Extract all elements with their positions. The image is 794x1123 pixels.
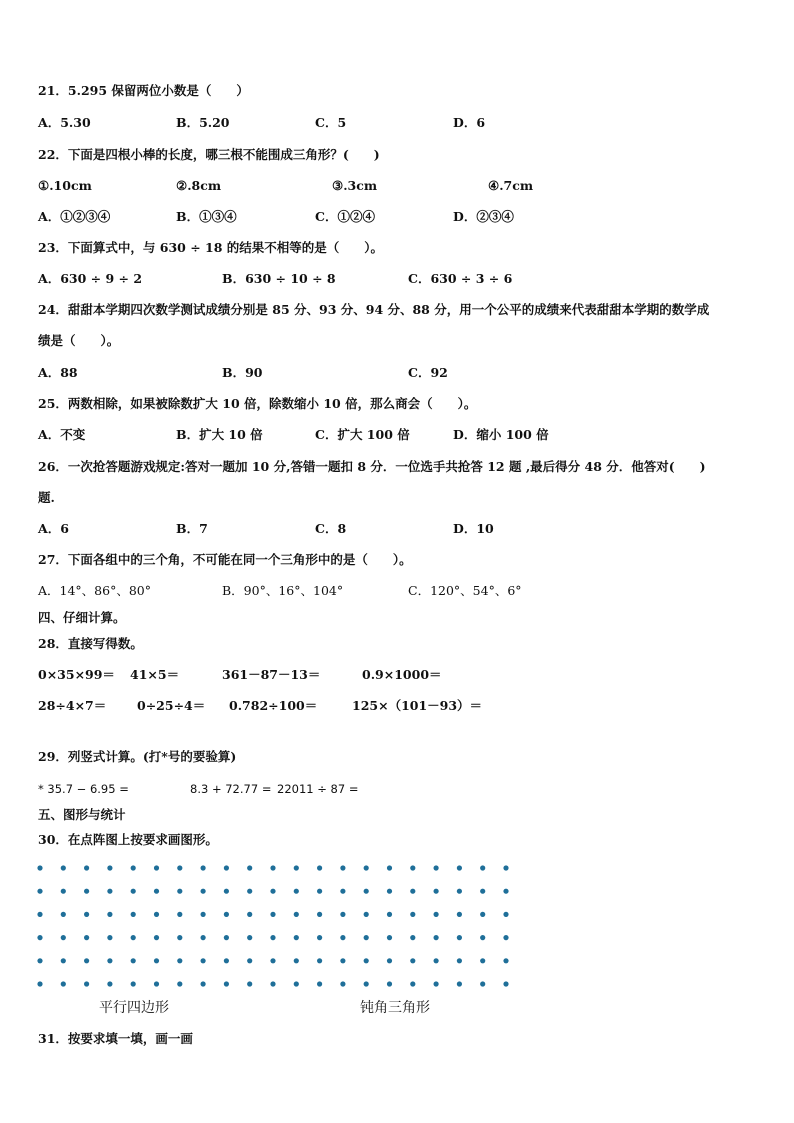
grid-dot[interactable]	[270, 912, 275, 917]
grid-dot[interactable]	[480, 935, 485, 940]
grid-dot[interactable]	[131, 958, 136, 963]
q28-r2-3: 0.782÷100＝	[229, 698, 318, 713]
grid-dot[interactable]	[457, 889, 462, 894]
q31-stem: 31．按要求填一填，画一画	[38, 1031, 193, 1046]
q28-r2-2: 0÷25÷4＝	[137, 698, 206, 713]
q26-stem-line1: 26．一次抢答题游戏规定:答对一题加 10 分,答错一题扣 8 分．一位选手共抢答 12 题 ,最后得分 48 分．他答对( )	[38, 459, 706, 474]
grid-dot[interactable]	[61, 865, 66, 870]
grid-dot[interactable]	[84, 958, 89, 963]
q28-r1-2: 41×5＝	[130, 667, 180, 682]
grid-dot[interactable]	[270, 958, 275, 963]
q22-option-d: D．②③④	[453, 209, 514, 224]
grid-dot[interactable]	[201, 865, 206, 870]
grid-dot[interactable]	[387, 865, 392, 870]
grid-dot[interactable]	[37, 912, 42, 917]
q25-option-d: D．缩小 100 倍	[453, 427, 549, 442]
grid-dot[interactable]	[247, 865, 252, 870]
q29-item-3: 22011 ÷ 87 =	[277, 782, 359, 796]
grid-dot[interactable]	[457, 912, 462, 917]
grid-dot[interactable]	[224, 935, 229, 940]
grid-dot[interactable]	[84, 981, 89, 986]
q24-option-c: C．92	[408, 365, 448, 380]
q22-option-b: B．①③④	[176, 209, 237, 224]
grid-dot[interactable]	[224, 912, 229, 917]
grid-dot[interactable]	[201, 889, 206, 894]
grid-dot[interactable]	[317, 935, 322, 940]
grid-dot[interactable]	[247, 889, 252, 894]
grid-dot[interactable]	[84, 889, 89, 894]
section-5-heading: 五、图形与统计	[38, 807, 126, 822]
grid-dot[interactable]	[154, 981, 159, 986]
grid-dot[interactable]	[387, 958, 392, 963]
caption-parallelogram: 平行四边形	[99, 1000, 169, 1016]
grid-dot[interactable]	[37, 935, 42, 940]
q21-stem: 21．5.295 保留两位小数是（ ）	[38, 83, 249, 98]
grid-dot[interactable]	[177, 958, 182, 963]
q24-stem-line2: 绩是（ ）。	[38, 333, 120, 348]
grid-dot[interactable]	[61, 958, 66, 963]
q21-option-c: C．5	[315, 115, 347, 130]
grid-dot[interactable]	[107, 912, 112, 917]
grid-dot[interactable]	[317, 889, 322, 894]
grid-dot[interactable]	[410, 865, 415, 870]
q28-stem: 28．直接写得数。	[38, 636, 143, 651]
grid-dot[interactable]	[247, 935, 252, 940]
grid-dot[interactable]	[84, 865, 89, 870]
grid-dot[interactable]	[457, 865, 462, 870]
grid-dot[interactable]	[294, 958, 299, 963]
q22-stick-2: ②.8cm	[176, 178, 222, 193]
q29-item-1: * 35.7 − 6.95 =	[38, 782, 129, 796]
grid-dot[interactable]	[410, 958, 415, 963]
grid-dot[interactable]	[201, 935, 206, 940]
grid-dot[interactable]	[294, 912, 299, 917]
grid-dot[interactable]	[177, 935, 182, 940]
grid-dot[interactable]	[294, 865, 299, 870]
q29-item-2: 8.3 + 72.77 =	[190, 782, 272, 796]
caption-obtuse-triangle: 钝角三角形	[360, 1000, 430, 1016]
grid-dot[interactable]	[317, 981, 322, 986]
q21-option-b: B．5.20	[176, 115, 230, 130]
grid-dot[interactable]	[154, 889, 159, 894]
grid-dot[interactable]	[131, 935, 136, 940]
q25-option-c: C．扩大 100 倍	[315, 427, 410, 442]
grid-dot[interactable]	[503, 958, 508, 963]
grid-dot[interactable]	[457, 935, 462, 940]
q22-option-a: A．①②③④	[38, 209, 111, 224]
grid-dot[interactable]	[457, 958, 462, 963]
grid-dot[interactable]	[224, 981, 229, 986]
q22-stick-1: ①.10cm	[38, 178, 92, 193]
q28-r1-3: 361－87－13＝	[222, 667, 321, 682]
grid-dot[interactable]	[294, 981, 299, 986]
q25-option-a: A．不变	[38, 427, 86, 442]
grid-dot[interactable]	[364, 912, 369, 917]
grid-dot[interactable]	[480, 865, 485, 870]
q29-stem: 29．列竖式计算。(打*号的要验算)	[38, 749, 237, 764]
grid-dot[interactable]	[37, 865, 42, 870]
dot-grid[interactable]	[34, 858, 524, 988]
grid-dot[interactable]	[201, 981, 206, 986]
grid-dot[interactable]	[480, 889, 485, 894]
q23-option-b: B．630 ÷ 10 ÷ 8	[222, 271, 336, 286]
q22-stick-3: ③.3cm	[332, 178, 378, 193]
q28-r1-4: 0.9×1000＝	[362, 667, 442, 682]
grid-dot[interactable]	[154, 912, 159, 917]
grid-dot[interactable]	[177, 912, 182, 917]
q24-option-b: B．90	[222, 365, 263, 380]
grid-dot[interactable]	[434, 912, 439, 917]
grid-dot[interactable]	[107, 958, 112, 963]
q28-r1-1: 0×35×99＝	[38, 667, 115, 682]
q26-stem-line2: 题.	[38, 490, 55, 505]
grid-dot[interactable]	[177, 889, 182, 894]
grid-dot[interactable]	[434, 935, 439, 940]
grid-dot[interactable]	[294, 935, 299, 940]
grid-dot[interactable]	[480, 958, 485, 963]
grid-dot[interactable]	[340, 865, 345, 870]
grid-dot[interactable]	[270, 981, 275, 986]
grid-dot[interactable]	[340, 935, 345, 940]
grid-dot[interactable]	[224, 958, 229, 963]
q30-stem: 30．在点阵图上按要求画图形。	[38, 832, 218, 847]
grid-dot[interactable]	[434, 865, 439, 870]
grid-dot[interactable]	[410, 935, 415, 940]
q24-stem-line1: 24．甜甜本学期四次数学测试成绩分别是 85 分、93 分、94 分、88 分，用一个公平的成绩来代表甜甜本学期的数学成	[38, 302, 710, 317]
grid-dot[interactable]	[107, 981, 112, 986]
q21-option-a: A．5.30	[38, 115, 91, 130]
grid-dot[interactable]	[294, 889, 299, 894]
grid-dot[interactable]	[480, 912, 485, 917]
grid-dot[interactable]	[37, 889, 42, 894]
q27-option-a: A．14°、86°、80°	[38, 583, 151, 598]
q26-option-c: C．8	[315, 521, 347, 536]
q25-option-b: B．扩大 10 倍	[176, 427, 263, 442]
grid-dot[interactable]	[340, 958, 345, 963]
grid-dot[interactable]	[61, 912, 66, 917]
grid-dot[interactable]	[270, 935, 275, 940]
grid-dot[interactable]	[247, 958, 252, 963]
grid-dot[interactable]	[84, 935, 89, 940]
grid-dot[interactable]	[270, 889, 275, 894]
grid-dot[interactable]	[503, 889, 508, 894]
grid-dot[interactable]	[107, 889, 112, 894]
q23-option-a: A．630 ÷ 9 ÷ 2	[38, 271, 143, 286]
grid-dot[interactable]	[434, 981, 439, 986]
grid-dot[interactable]	[503, 865, 508, 870]
q26-option-a: A．6	[38, 521, 69, 536]
grid-dot[interactable]	[340, 889, 345, 894]
grid-dot[interactable]	[154, 935, 159, 940]
grid-dot[interactable]	[317, 912, 322, 917]
grid-dot[interactable]	[364, 865, 369, 870]
grid-dot[interactable]	[480, 981, 485, 986]
grid-dot[interactable]	[247, 912, 252, 917]
grid-dot[interactable]	[37, 958, 42, 963]
grid-dot[interactable]	[270, 865, 275, 870]
grid-dot[interactable]	[457, 981, 462, 986]
q27-option-c: C．120°、54°、6°	[408, 583, 522, 598]
grid-dot[interactable]	[317, 865, 322, 870]
grid-dot[interactable]	[387, 912, 392, 917]
grid-dot[interactable]	[317, 958, 322, 963]
grid-dot[interactable]	[37, 981, 42, 986]
grid-dot[interactable]	[154, 865, 159, 870]
q22-stick-4: ④.7cm	[488, 178, 534, 193]
grid-dot[interactable]	[364, 935, 369, 940]
grid-dot[interactable]	[61, 889, 66, 894]
grid-dot[interactable]	[247, 981, 252, 986]
grid-dot[interactable]	[131, 912, 136, 917]
grid-dot[interactable]	[61, 935, 66, 940]
grid-dot[interactable]	[131, 981, 136, 986]
grid-dot[interactable]	[434, 889, 439, 894]
grid-dot[interactable]	[410, 889, 415, 894]
grid-dot[interactable]	[224, 865, 229, 870]
grid-dot[interactable]	[177, 865, 182, 870]
q22-option-c: C．①②④	[315, 209, 375, 224]
grid-dot[interactable]	[131, 889, 136, 894]
q28-r2-1: 28÷4×7＝	[38, 698, 107, 713]
grid-dot[interactable]	[340, 981, 345, 986]
grid-dot[interactable]	[410, 981, 415, 986]
q23-stem: 23．下面算式中，与 630 ÷ 18 的结果不相等的是（ ）。	[38, 240, 384, 255]
q25-stem: 25．两数相除，如果被除数扩大 10 倍，除数缩小 10 倍，那么商会（ ）。	[38, 396, 477, 411]
q21-option-d: D．6	[453, 115, 486, 130]
grid-dot[interactable]	[503, 935, 508, 940]
section-4-heading: 四、仔细计算。	[38, 610, 126, 625]
q27-option-b: B．90°、16°、104°	[222, 583, 344, 598]
q28-r2-4: 125×（101－93）＝	[352, 698, 483, 713]
grid-dot[interactable]	[364, 958, 369, 963]
grid-dot[interactable]	[340, 912, 345, 917]
grid-dot[interactable]	[201, 958, 206, 963]
q23-option-c: C．630 ÷ 3 ÷ 6	[408, 271, 513, 286]
grid-dot[interactable]	[107, 865, 112, 870]
grid-dot[interactable]	[410, 912, 415, 917]
grid-dot[interactable]	[364, 889, 369, 894]
q26-option-b: B．7	[176, 521, 208, 536]
grid-dot[interactable]	[154, 958, 159, 963]
grid-dot[interactable]	[387, 935, 392, 940]
grid-dot[interactable]	[387, 889, 392, 894]
q26-option-d: D．10	[453, 521, 494, 536]
grid-dot[interactable]	[503, 912, 508, 917]
q27-stem: 27．下面各组中的三个角，不可能在同一个三角形中的是（ ）。	[38, 552, 412, 567]
grid-dot[interactable]	[177, 981, 182, 986]
grid-dot[interactable]	[503, 981, 508, 986]
grid-dot[interactable]	[131, 865, 136, 870]
grid-dot[interactable]	[387, 981, 392, 986]
grid-dot[interactable]	[61, 981, 66, 986]
grid-dot[interactable]	[107, 935, 112, 940]
q24-option-a: A．88	[38, 365, 78, 380]
grid-dot[interactable]	[364, 981, 369, 986]
grid-dot[interactable]	[224, 889, 229, 894]
grid-dot[interactable]	[84, 912, 89, 917]
grid-dot[interactable]	[434, 958, 439, 963]
grid-dot[interactable]	[201, 912, 206, 917]
q22-stem: 22．下面是四根小棒的长度，哪三根不能围成三角形？( )	[38, 147, 380, 162]
